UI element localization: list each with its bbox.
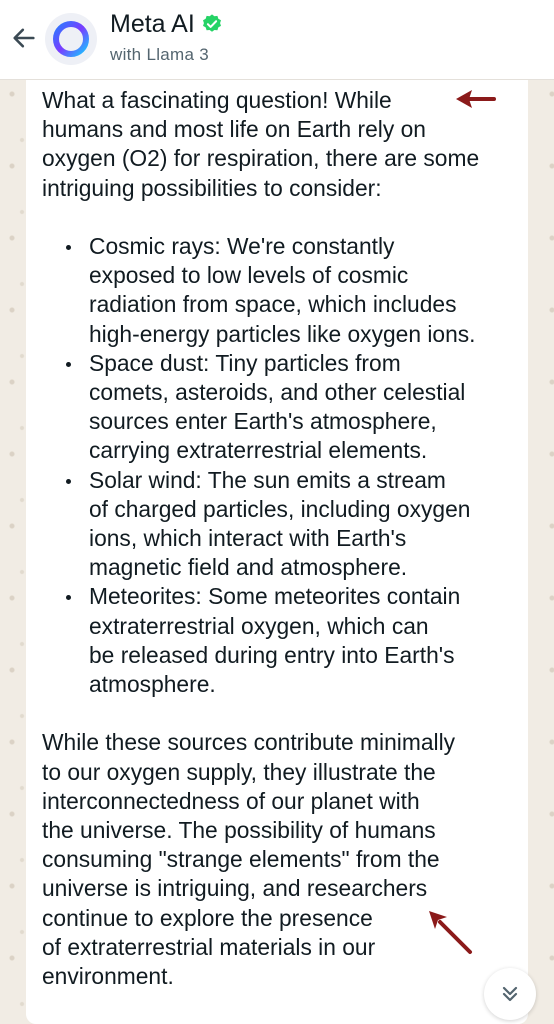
- text-line: Meteorites: Some meteorites contain: [89, 583, 461, 610]
- bullet-list: [42, 232, 522, 699]
- text-line: to our oxygen supply, they illustrate the: [42, 758, 436, 785]
- text-line: continue to explore the presence: [42, 904, 373, 931]
- text-line: atmosphere.: [89, 671, 216, 698]
- text-line: Solar wind: The sun emits a stream: [89, 466, 446, 493]
- text-line: exposed to low levels of cosmic: [89, 262, 409, 289]
- text-line: be released during entry into Earth's: [89, 641, 455, 668]
- chat-subtitle: with Llama 3: [110, 45, 210, 64]
- chat-title-row[interactable]: [110, 8, 223, 40]
- avatar[interactable]: [45, 13, 97, 65]
- text-line: Space dust: Tiny particles from: [89, 349, 401, 376]
- chat-title: Meta AI: [110, 10, 195, 38]
- list-item: [42, 349, 522, 466]
- arrow-pointer-icon: [454, 87, 496, 111]
- text-line: What a fascinating question! While: [42, 87, 392, 113]
- meta-ai-ring-icon: [51, 19, 91, 59]
- arrow-left-icon: [10, 24, 38, 52]
- text-line: oxygen (O2) for respiration, there are some: [42, 145, 480, 172]
- text-line: consuming "strange elements" from the: [42, 846, 440, 873]
- list-item: [42, 232, 522, 349]
- text-line: of extraterrestrial materials in our: [42, 933, 376, 960]
- list-item: [42, 466, 522, 583]
- text-line: carrying extraterrestrial elements.: [89, 437, 428, 464]
- chevrons-down-icon: [498, 982, 522, 1006]
- text-line: universe is intriguing, and researchers: [42, 875, 428, 902]
- text-line: interconnectedness of our planet with: [42, 787, 420, 814]
- list-item: [42, 582, 522, 699]
- text-line: intriguing possibilities to consider:: [42, 174, 382, 201]
- text-line: Cosmic rays: We're constantly: [89, 233, 395, 259]
- text-line: ions, which interact with Earth's: [89, 525, 407, 552]
- text-line: environment.: [42, 963, 174, 990]
- text-line: sources enter Earth's atmosphere,: [89, 408, 437, 435]
- arrow-pointer-icon: [426, 908, 476, 958]
- text-line: extraterrestrial oxygen, which can: [89, 612, 429, 639]
- text-line: While these sources contribute minimally: [42, 729, 456, 756]
- back-button[interactable]: [6, 20, 42, 56]
- text-line: radiation from space, which includes: [89, 291, 457, 318]
- text-line: comets, asteroids, and other celestial: [89, 379, 466, 406]
- chat-header: [0, 0, 554, 80]
- message-text: [42, 86, 522, 991]
- text-line: the universe. The possibility of humans: [42, 817, 436, 844]
- text-line: high-energy particles like oxygen ions.: [89, 320, 476, 347]
- text-line: magnetic field and atmosphere.: [89, 554, 408, 581]
- text-line: humans and most life on Earth rely on: [42, 116, 426, 143]
- text-line: of charged particles, including oxygen: [89, 495, 471, 522]
- message-intro: [42, 86, 522, 203]
- scroll-to-bottom-button[interactable]: [484, 968, 536, 1020]
- verified-check-icon: [201, 13, 223, 35]
